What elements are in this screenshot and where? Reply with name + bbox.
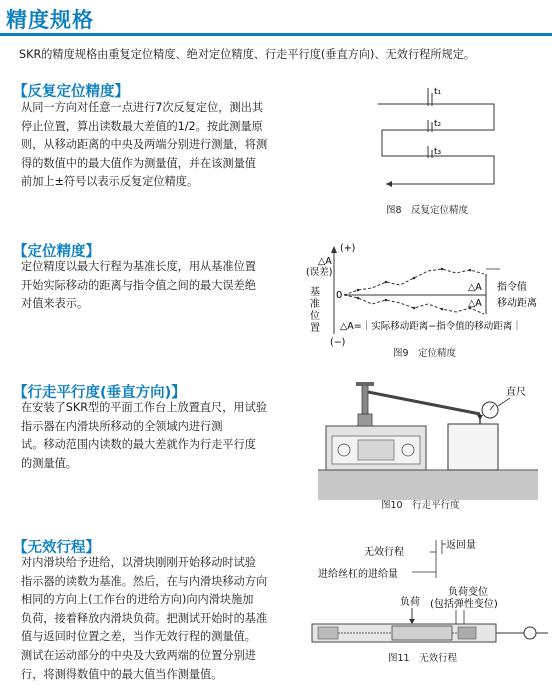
label-t1: t₁ (434, 87, 442, 97)
text-line: 行，将测得数值中的最大值当作测量值。 (21, 667, 223, 681)
svg-text:准: 准 (310, 299, 320, 310)
intro-text: SKR的精度规格由重复定位精度、绝对定位精度、行走平行度(垂直方向)、无效行程所规定。 (19, 48, 476, 61)
text-line: 指示器的读数为基准。然后，在与内滑块移动方向 (21, 574, 268, 588)
text-line: 试。移动范围内读数的最大差就作为行走平行度 (21, 438, 256, 452)
text-line: 开始实际移动的距离与指令值之间的最大误差绝 (21, 278, 256, 292)
figure-caption-8: 图8 反复定位精度 (386, 205, 469, 216)
svg-text:(−): (−) (330, 337, 346, 348)
page-title-bar (0, 0, 552, 36)
figure-caption-11: 图11 无效行程 (388, 653, 458, 664)
svg-text:(+): (+) (340, 243, 356, 254)
title-underline (0, 33, 552, 36)
svg-text:无效行程: 无效行程 (364, 547, 404, 558)
figure-positioning-accuracy (300, 238, 552, 358)
heading-repeat-accuracy: 【反复定位精度】 (13, 84, 129, 100)
figure-caption-10: 图10 行走平行度 (381, 500, 460, 511)
text-line: 定位精度以最大行程为基准长度，用从基准位置 (21, 260, 256, 273)
page-title: 精度规格 (6, 8, 94, 32)
paragraph-positioning-accuracy (21, 258, 283, 314)
text-line: 前加上±符号以表示反复定位精度。 (21, 175, 199, 189)
text-line: 对内滑块给予进给，以滑块刚刚开始移动时试验 (21, 556, 256, 569)
paragraph-repeat-accuracy (21, 99, 283, 192)
label-ruler: 直尺 (506, 387, 526, 398)
paragraph-running-parallelism (21, 399, 283, 473)
svg-text:返回量: 返回量 (446, 540, 476, 551)
svg-text:位: 位 (310, 311, 320, 322)
text-line: 停止位置，算出读数最大差值的1/2。按此测量原 (21, 119, 263, 133)
text-line: 负荷，接着释放内滑块负荷。把测试开始时的基准 (21, 611, 268, 625)
svg-text:△A: △A (468, 298, 482, 309)
svg-text:进给丝杠的进给量: 进给丝杠的进给量 (318, 569, 398, 580)
text-line: 测试在运动部分的中央及大致两端的位置分别进 (21, 648, 256, 662)
label-t3: t₃ (434, 147, 442, 157)
figure-lost-motion (308, 532, 552, 652)
svg-text:负荷变位: 负荷变位 (448, 587, 488, 598)
figure-repeat-accuracy (370, 80, 520, 200)
text-line: 从同一方向对任意一点进行7次反复定位，测出其 (21, 101, 264, 114)
text-line: 指示器在内滑块所移动的全领域内进行测 (21, 419, 223, 433)
svg-text:指令值: 指令值 (497, 282, 527, 293)
figure-caption-9: 图9 定位精度 (393, 348, 457, 359)
text-line: 的测量值。 (21, 456, 77, 470)
svg-text:△A: △A (318, 256, 332, 267)
paragraph-lost-motion (21, 554, 283, 684)
text-line: 在安装了SKR型的平面工作台上放置直尺，用试验 (21, 401, 267, 414)
svg-text:基: 基 (310, 287, 320, 298)
heading-positioning-accuracy: 【定位精度】 (13, 244, 100, 260)
text-line: 得的数值中的最大值作为测量值，并在该测量值 (21, 156, 256, 170)
text-line: 相同的方向上(工作台的进给方向)向内滑块施加 (21, 593, 254, 607)
label-t2: t₂ (434, 119, 442, 129)
svg-text:(包括弹性变位): (包括弹性变位) (430, 599, 498, 610)
text-line: 值与返回时位置之差，当作无效行程的测量值。 (21, 630, 256, 644)
text-line: 则，从移动距离的中央及两端分别进行测量，将测 (21, 138, 268, 152)
svg-text:△A=｜实际移动距离−指令值的移动距离｜: △A=｜实际移动距离−指令值的移动距离｜ (340, 321, 522, 332)
svg-text:(误差): (误差) (306, 267, 333, 278)
heading-running-parallelism: 【行走平行度(垂直方向)】 (13, 385, 186, 401)
svg-text:移动距离: 移动距离 (497, 298, 537, 309)
svg-text:负荷: 负荷 (400, 597, 420, 608)
svg-text:0: 0 (336, 290, 343, 301)
svg-text:置: 置 (310, 323, 320, 334)
svg-text:△A: △A (468, 282, 482, 293)
text-line: 对值来表示。 (21, 297, 89, 311)
heading-lost-motion: 【无效行程】 (13, 540, 100, 556)
figure-running-parallelism (318, 378, 538, 500)
